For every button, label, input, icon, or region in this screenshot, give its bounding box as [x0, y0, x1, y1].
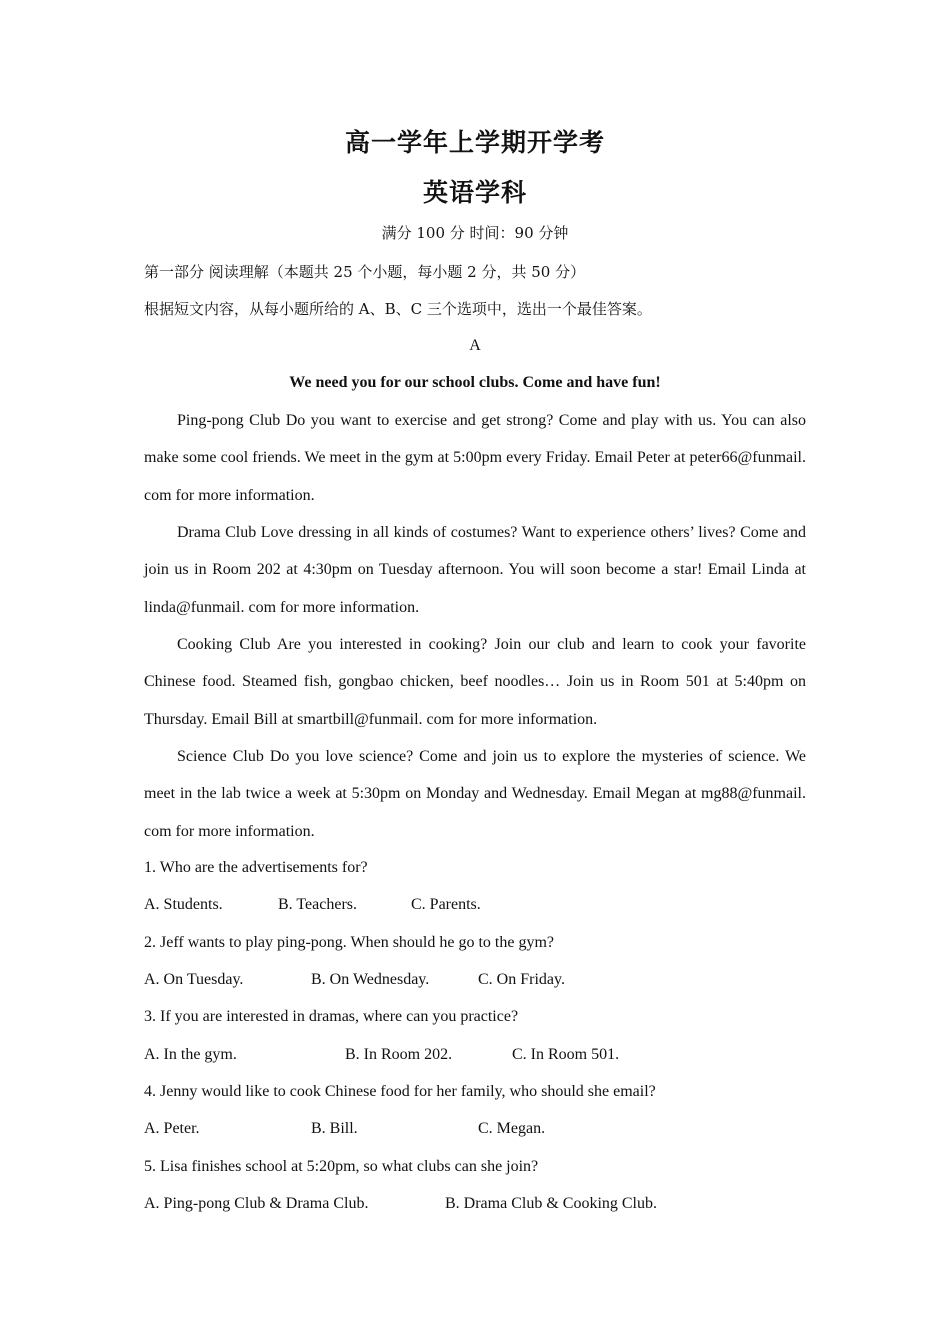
q5-option-a: A. Ping-pong Club & Drama Club.	[144, 1195, 369, 1212]
paragraph-cooking-club: Cooking Club Are you interested in cooking? Join our club and learn to cook your favorite Chinese food. Steamed fish, gongbao chicken, beef noodles… Join us in Room 501 at 5:40pm on Thursday. Email Bill at smartbill@funmail. com for more information.	[144, 636, 806, 728]
paragraph-drama-club: Drama Club Love dressing in all kinds of costumes? Want to experience others’ lives? Come and join us in Room 202 at 4:30pm on Tuesday afternoon. You will soon become a star! Email Linda at linda@funmail. com for more information.	[144, 524, 806, 616]
q5-option-b: B. Drama Club & Cooking Club.	[445, 1195, 657, 1212]
q2-option-b: B. On Wednesday.	[311, 971, 430, 988]
question-1: 1. Who are the advertisements for?	[144, 859, 368, 876]
q3-option-b: B. In Room 202.	[345, 1046, 453, 1063]
subject-title: 英语学科	[422, 178, 527, 207]
q4-option-c: C. Megan.	[478, 1120, 546, 1137]
q3-option-c: C. In Room 501.	[512, 1046, 620, 1063]
question-3: 3. If you are interested in dramas, where can you practice?	[144, 1008, 519, 1025]
question-5: 5. Lisa finishes school at 5:20pm, so what clubs can she join?	[144, 1158, 539, 1175]
q4-option-a: A. Peter.	[144, 1120, 200, 1137]
question-2: 2. Jeff wants to play ping-pong. When should he go to the gym?	[144, 934, 555, 951]
q3-option-a: A. In the gym.	[144, 1046, 237, 1063]
score-time-info: 满分 100 分 时间：90 分钟	[381, 224, 569, 242]
passage-title: We need you for our school clubs. Come and have fun!	[289, 374, 661, 391]
exam-title: 高一学年上学期开学考	[344, 128, 605, 157]
paragraph-science-club: Science Club Do you love science? Come and join us to explore the mysteries of science. We meet in the lab twice a week at 5:30pm on Monday and Wednesday. Email Megan at mg88@funmail. com for more information.	[144, 748, 806, 840]
q1-option-a: A. Students.	[144, 896, 223, 913]
q4-option-b: B. Bill.	[311, 1120, 358, 1137]
section-heading: 第一部分 阅读理解（本题共 25 个小题，每小题 2 分，共 50 分）	[144, 263, 586, 281]
passage-label: A	[469, 337, 481, 354]
q1-option-b: B. Teachers.	[278, 896, 357, 913]
paragraph-pingpong-club: Ping-pong Club Do you want to exercise and get strong? Come and play with us. You can also make some cool friends. We meet in the gym at 5:00pm every Friday. Email Peter at peter66@funmail. com for more information.	[144, 412, 806, 504]
q2-option-a: A. On Tuesday.	[144, 971, 244, 988]
q1-option-c: C. Parents.	[411, 896, 481, 913]
q2-option-c: C. On Friday.	[478, 971, 565, 988]
section-instruction: 根据短文内容，从每小题所给的 A、B、C 三个选项中，选出一个最佳答案。	[144, 300, 652, 318]
question-4: 4. Jenny would like to cook Chinese food for her family, who should she email?	[144, 1083, 656, 1100]
